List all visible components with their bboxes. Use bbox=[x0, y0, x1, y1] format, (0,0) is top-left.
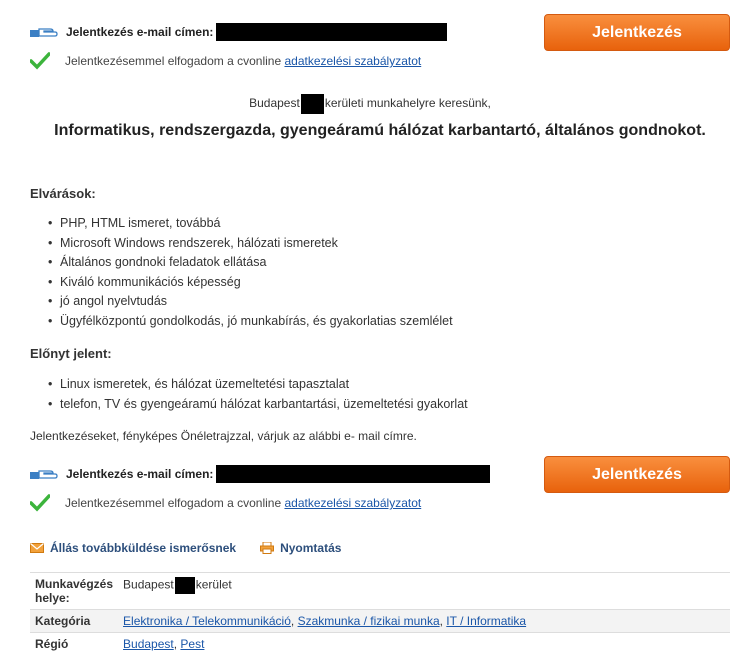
list-item: • Általános gondnoki feladatok ellátása bbox=[60, 253, 453, 273]
requirements-list bbox=[30, 214, 453, 332]
redacted-email bbox=[216, 465, 490, 483]
redacted-district bbox=[175, 577, 195, 594]
region-link[interactable]: Pest bbox=[180, 637, 205, 651]
forward-label: Állás továbbküldése ismerősnek bbox=[50, 541, 237, 555]
table-row bbox=[30, 573, 730, 610]
location-label: Munkavégzés helye: bbox=[30, 573, 118, 610]
print-link[interactable] bbox=[260, 541, 341, 555]
accept-terms-line bbox=[30, 52, 421, 70]
category-link[interactable]: IT / Informatika bbox=[446, 614, 527, 628]
closing-text: Jelentkezéseket, fényképes Önéletrajzzal, várjuk az alábbi e- mail címre. bbox=[30, 429, 417, 443]
region-link[interactable]: Budapest bbox=[123, 637, 174, 651]
advantages-list bbox=[30, 375, 468, 414]
privacy-policy-link[interactable]: adatkezelési szabályzatot bbox=[284, 496, 422, 510]
envelope-icon bbox=[30, 542, 44, 554]
forward-to-friend-link[interactable] bbox=[30, 541, 236, 555]
requirements-title: Elvárások: bbox=[30, 186, 96, 201]
category-value: Elektronika / Telekommunikáció, Szakmunka / fizikai munka, IT / Informatika bbox=[118, 610, 730, 633]
pointing-hand-icon bbox=[30, 25, 58, 39]
region-value: Budapest, Pest bbox=[118, 633, 730, 656]
region-label: Régió bbox=[30, 633, 118, 656]
list-item: • telefon, TV és gyengeáramú hálózat karbantartási, üzemeltetési gyakorlat bbox=[60, 395, 468, 415]
list-item: • Linux ismeretek, és hálózat üzemeltetési tapasztalat bbox=[60, 375, 468, 395]
list-item: • Kiváló kommunikációs képesség bbox=[60, 273, 453, 293]
location-suffix: kerület bbox=[195, 577, 232, 592]
job-actions bbox=[30, 541, 341, 555]
category-label: Kategória bbox=[30, 610, 118, 633]
email-label: Jelentkezés e-mail címen: bbox=[66, 467, 214, 481]
category-link[interactable]: Szakmunka / fizikai munka bbox=[297, 614, 440, 628]
job-headline: Informatikus, rendszergazda, gyengeáramú hálózat karbantartó, általános gondnokot. bbox=[54, 122, 706, 139]
apply-block-top bbox=[30, 14, 730, 74]
accept-terms-line bbox=[30, 494, 421, 512]
job-info-table bbox=[30, 572, 730, 655]
list-item: • jó angol nyelvtudás bbox=[60, 292, 453, 312]
checkmark-icon bbox=[30, 52, 50, 70]
table-row bbox=[30, 633, 730, 656]
printer-icon bbox=[260, 542, 274, 554]
intro-line bbox=[0, 94, 740, 114]
intro-city: Budapest bbox=[249, 96, 300, 111]
advantages-title: Előnyt jelent: bbox=[30, 346, 112, 361]
pointing-hand-icon bbox=[30, 467, 58, 481]
email-label: Jelentkezés e-mail címen: bbox=[66, 25, 214, 39]
list-item: • PHP, HTML ismeret, továbbá bbox=[60, 214, 453, 234]
redacted-district bbox=[301, 94, 324, 114]
apply-button[interactable]: Jelentkezés bbox=[544, 14, 730, 51]
list-item: • Microsoft Windows rendszerek, hálózati ismeretek bbox=[60, 234, 453, 254]
apply-block-bottom bbox=[30, 456, 730, 516]
checkmark-icon bbox=[30, 494, 50, 512]
category-link[interactable]: Elektronika / Telekommunikáció bbox=[123, 614, 291, 628]
accept-text: Jelentkezésemmel elfogadom a cvonline bbox=[65, 496, 282, 510]
table-row bbox=[30, 610, 730, 633]
intro-suffix: kerületi munkahelyre keresünk, bbox=[324, 96, 491, 111]
email-line bbox=[30, 23, 447, 41]
print-label: Nyomtatás bbox=[280, 541, 342, 555]
list-item: • Ügyfélközpontú gondolkodás, jó munkabírás, és gyakorlatias szemlélet bbox=[60, 312, 453, 332]
privacy-policy-link[interactable]: adatkezelési szabályzatot bbox=[284, 54, 422, 68]
location-value bbox=[118, 573, 730, 610]
email-line bbox=[30, 465, 490, 483]
location-city: Budapest bbox=[123, 577, 174, 592]
apply-button[interactable]: Jelentkezés bbox=[544, 456, 730, 493]
accept-text: Jelentkezésemmel elfogadom a cvonline bbox=[65, 54, 282, 68]
redacted-email bbox=[216, 23, 447, 41]
